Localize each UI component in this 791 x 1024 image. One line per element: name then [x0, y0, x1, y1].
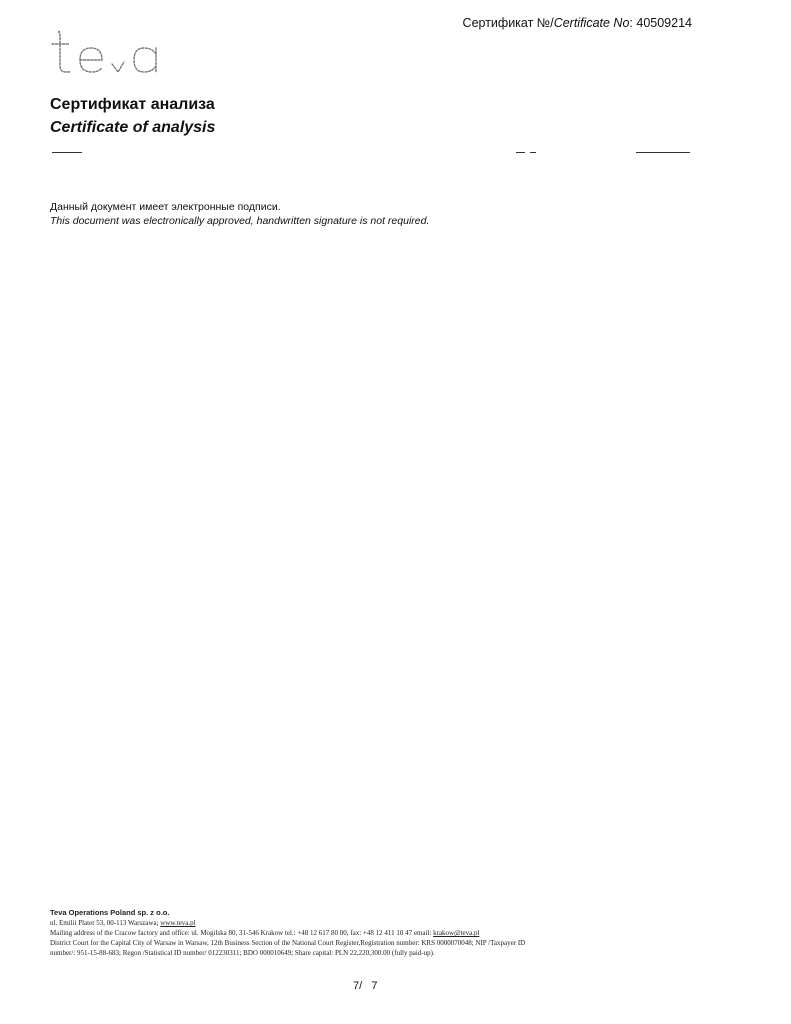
court-registration-line-2: number/: 951-15-88-683; Regon /Statistical ID number/ 012230311; BDO 000010649; Share capital: PLN 22,220,300.00 (fully paid-up).	[50, 949, 435, 957]
page-total: 7	[371, 980, 378, 992]
mailing-address-text: Mailing address of the Cracow factory and office: ul. Mogilska 80, 31-546 Krakow tel.: +48 12 617 80 00, fax: +48 12 411 10 47 email:	[50, 929, 434, 937]
document-title-ru: Сертификат анализа	[50, 96, 215, 113]
electronic-signature-note-ru: Данный документ имеет электронные подписи.	[50, 201, 281, 213]
court-registration-line-1: District Court for the Capital City of Warsaw in Warsaw, 12th Business Section of the National Court Register,Registration number: KRS 0000070048; NIP /Taxpayer ID	[50, 939, 526, 947]
company-footer	[50, 908, 650, 958]
company-name: Teva Operations Poland sp. z o.o.	[50, 908, 170, 917]
company-website-link[interactable]: www.teva.pl	[160, 919, 196, 927]
company-address	[50, 918, 650, 928]
document-title-en: Certificate of analysis	[50, 119, 216, 136]
signature-line-middle-a	[516, 152, 525, 153]
certificate-number	[463, 16, 692, 30]
electronic-signature-note-en: This document was electronically approved, handwritten signature is not required.	[50, 215, 430, 227]
page-separator: /	[359, 980, 363, 992]
page-number	[353, 980, 377, 992]
signature-line-middle-b	[530, 152, 536, 153]
teva-logo-graphic	[48, 28, 174, 80]
teva-logo	[48, 28, 174, 80]
certificate-number-value: 40509214	[636, 16, 692, 30]
signature-line-left	[52, 152, 82, 153]
mailing-address	[50, 928, 650, 938]
certificate-number-separator: :	[629, 16, 637, 30]
page-current: 7	[353, 980, 360, 992]
company-address-text: ul. Emilii Plater 53, 00-113 Warszawa;	[50, 919, 161, 927]
company-email-link[interactable]: krakow@teva.pl	[433, 929, 480, 937]
certificate-number-label-en: Certificate No	[553, 16, 630, 30]
certificate-number-label-ru: Сертификат №/	[462, 16, 554, 30]
signature-line-right	[636, 152, 690, 153]
